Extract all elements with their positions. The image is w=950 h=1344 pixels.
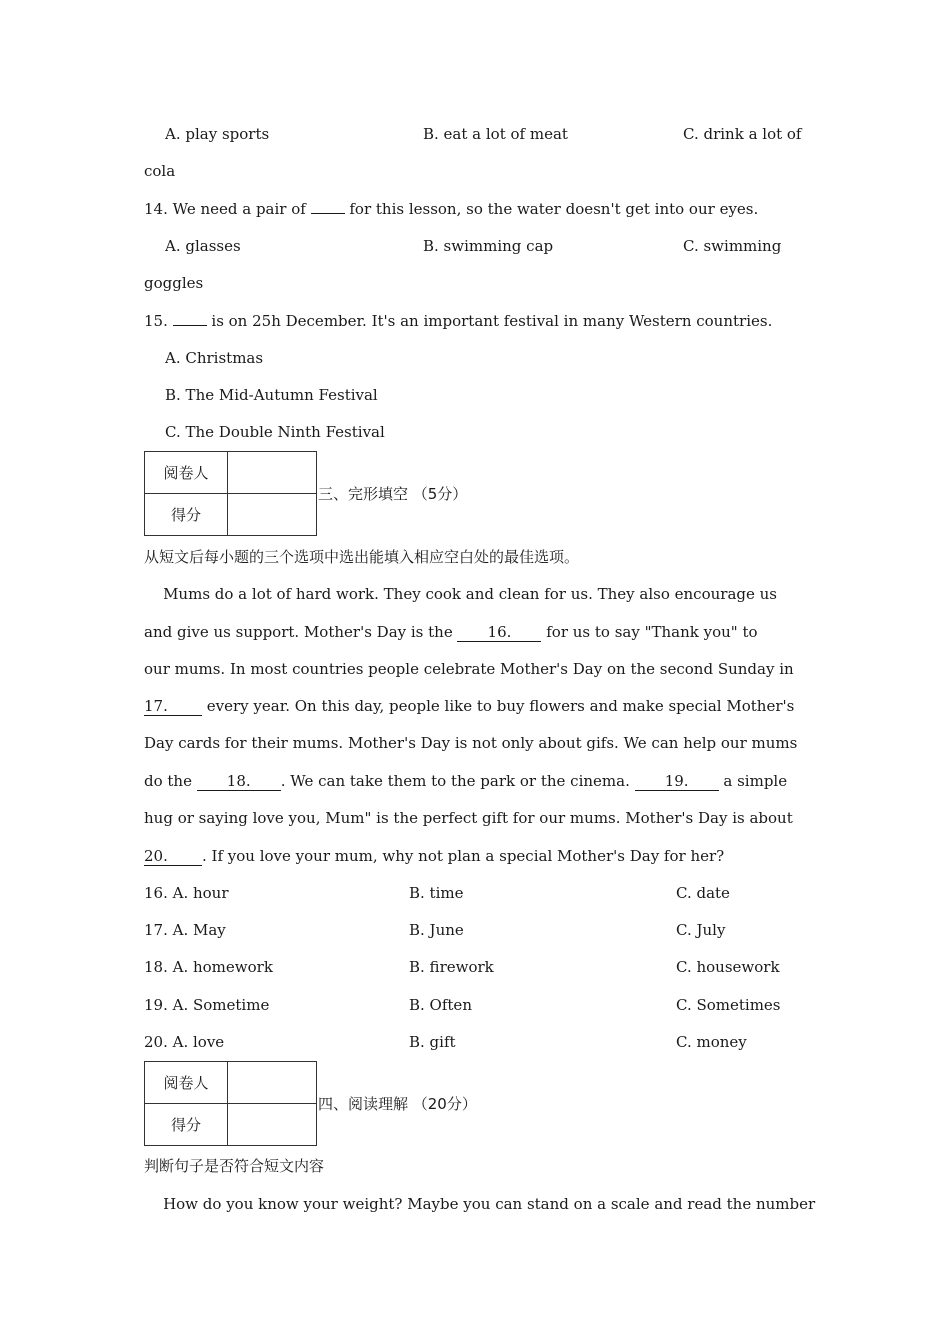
- score-box-section3: [144, 451, 317, 536]
- q14-text-post: for this lesson, so the water doesn't get into our eyes.: [344, 200, 759, 218]
- grader-cell: [228, 1062, 317, 1104]
- passage-line-2-post: for us to say "Thank you" to: [541, 623, 758, 641]
- passage-line-6-post: a simple: [718, 772, 788, 790]
- q15-blank: [173, 325, 207, 326]
- section4-instruction: 判断句子是否符合短文内容: [144, 1157, 325, 1175]
- grader-label: 阅卷人: [145, 452, 228, 494]
- section3-instruction: 从短文后每小题的三个选项中选出能填入相应空白处的最佳选项。: [144, 548, 580, 566]
- option-17-a: 17. A. May: [144, 921, 226, 939]
- option-16-c: C. date: [676, 884, 730, 902]
- q14-option-a: A. glasses: [165, 237, 241, 255]
- option-17-c: C. July: [676, 921, 726, 939]
- score-box-section4: [144, 1061, 317, 1146]
- q14-blank: [311, 213, 345, 214]
- passage-line-2-pre: and give us support. Mother's Day is the: [144, 623, 458, 641]
- score-cell: [228, 494, 317, 536]
- q14-text-pre: 14. We need a pair of: [144, 200, 311, 218]
- score-label: 得分: [145, 1104, 228, 1146]
- q13-option-c-continued: cola: [144, 162, 176, 180]
- passage-line-5: Day cards for their mums. Mother's Day is not only about gifs. We can help our mums: [144, 734, 798, 752]
- q13-option-c: C. drink a lot of: [683, 125, 802, 143]
- passage-line-4-post: every year. On this day, people like to buy flowers and make special Mother's: [202, 697, 795, 715]
- blank-16: 16.: [457, 623, 541, 642]
- passage-line-1: Mums do a lot of hard work. They cook and clean for us. They also encourage us: [144, 585, 777, 603]
- blank-19: 19.: [635, 772, 719, 791]
- q15-text-post: is on 25h December. It's an important festival in many Western countries.: [206, 312, 773, 330]
- blank-18: 18.: [197, 772, 281, 791]
- q13-option-b: B. eat a lot of meat: [423, 125, 568, 143]
- passage-line-6-pre: do the: [144, 772, 197, 790]
- q14-option-b: B. swimming cap: [423, 237, 554, 255]
- q15-text-pre: 15.: [144, 312, 173, 330]
- q15-option-b: B. The Mid-Autumn Festival: [165, 386, 378, 404]
- option-19-a: 19. A. Sometime: [144, 996, 270, 1014]
- passage-line-8-post: . If you love your mum, why not plan a special Mother's Day for her?: [202, 847, 725, 865]
- q14-option-c: C. swimming: [683, 237, 782, 255]
- q14-option-c-continued: goggles: [144, 274, 204, 292]
- score-cell: [228, 1104, 317, 1146]
- section3-title: 三、完形填空 （5分）: [318, 485, 468, 503]
- passage-line-6-mid: . We can take them to the park or the cinema.: [280, 772, 635, 790]
- reading-passage-line-1: How do you know your weight? Maybe you can stand on a scale and read the number: [144, 1195, 816, 1213]
- passage-line-6: [144, 771, 787, 791]
- q13-option-a: A. play sports: [165, 125, 270, 143]
- passage-line-7: hug or saying love you, Mum" is the perfect gift for our mums. Mother's Day is about: [144, 809, 793, 827]
- q15-question: [144, 311, 772, 331]
- section4-title: 四、阅读理解 （20分）: [318, 1095, 477, 1113]
- option-18-b: B. firework: [409, 958, 494, 976]
- passage-line-2: [144, 622, 758, 642]
- option-20-b: B. gift: [409, 1033, 456, 1051]
- q15-option-a: A. Christmas: [165, 349, 264, 367]
- blank-20: 20.: [144, 847, 202, 866]
- passage-line-3: our mums. In most countries people celebrate Mother's Day on the second Sunday in: [144, 660, 794, 678]
- grader-label: 阅卷人: [145, 1062, 228, 1104]
- blank-17: 17.: [144, 697, 202, 716]
- q14-question: [144, 199, 758, 219]
- option-16-b: B. time: [409, 884, 464, 902]
- option-19-c: C. Sometimes: [676, 996, 781, 1014]
- grader-cell: [228, 452, 317, 494]
- score-label: 得分: [145, 494, 228, 536]
- option-18-c: C. housework: [676, 958, 780, 976]
- option-19-b: B. Often: [409, 996, 472, 1014]
- option-20-a: 20. A. love: [144, 1033, 225, 1051]
- q15-option-c: C. The Double Ninth Festival: [165, 423, 385, 441]
- option-16-a: 16. A. hour: [144, 884, 229, 902]
- passage-line-4: [144, 696, 794, 716]
- passage-line-8: [144, 846, 724, 866]
- option-20-c: C. money: [676, 1033, 747, 1051]
- option-17-b: B. June: [409, 921, 464, 939]
- option-18-a: 18. A. homework: [144, 958, 273, 976]
